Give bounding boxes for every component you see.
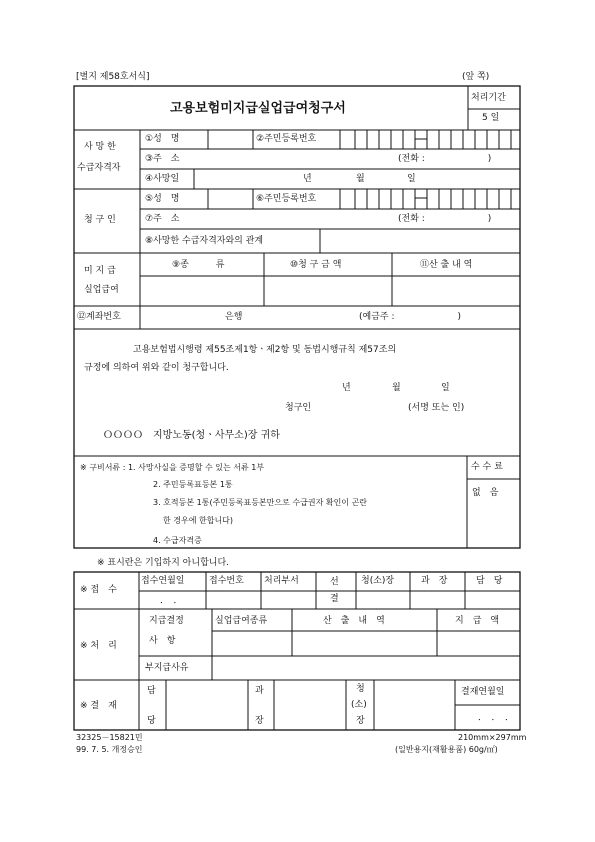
claimant-address-field[interactable] — [196, 210, 396, 228]
fee-label: 수 수 료 — [471, 462, 503, 472]
approve-date-dots: ． ． ． — [478, 713, 515, 723]
approval-label-2: 결 — [330, 594, 339, 604]
form-id: [별지 제58호서식] — [76, 72, 150, 82]
deceased-rrn-label: ②주민등록번호 — [256, 134, 317, 144]
processing-label: 처리기간 — [471, 93, 506, 103]
statement-sign: (서명 또는 인) — [408, 403, 465, 413]
page-side: (앞 쪽) — [462, 72, 490, 82]
relation-field[interactable] — [321, 230, 519, 252]
statement-claimant: 청구인 — [285, 403, 312, 413]
approve-gwa-1: 과 — [255, 686, 264, 696]
footer-code: 32325－15821민 — [76, 733, 143, 742]
receipt-no-label: 접수번호 — [209, 576, 244, 586]
documents-item-3: 3. 호적등본 1통(주민등록표등본만으로 수급권자 확인이 곤란 — [153, 498, 368, 507]
documents-item-4: 4. 수급자격증 — [153, 536, 202, 545]
death-month: 월 — [356, 174, 365, 184]
claimant-name-label: ⑤성 명 — [145, 194, 180, 204]
addressee: ＯＯＯＯ 지방노동(청ㆍ사무소)장 귀하 — [103, 430, 280, 441]
unpaid-section-label-2: 실업급여 — [84, 285, 119, 295]
col-claim-amount: ⑩청 구 금 액 — [290, 260, 342, 270]
form-title: 고용보험미지급실업급여청구서 — [170, 101, 346, 116]
refusal-label: 부지급사유 — [145, 663, 189, 673]
process-label: ※ 처 리 — [80, 641, 117, 651]
death-day: 일 — [407, 174, 416, 184]
account-bank: 은행 — [225, 312, 243, 322]
claimant-signature-field[interactable] — [325, 400, 405, 414]
statement-year: 년 — [342, 383, 351, 393]
claimant-rrn-field[interactable] — [341, 190, 519, 208]
processing-value: 5 일 — [482, 113, 500, 123]
statement-line-2: 규정에 의하여 위와 같이 청구합니다. — [84, 363, 229, 373]
deceased-phone: (전화 : ) — [398, 154, 492, 164]
benefit-type-label: 실업급여종류 — [215, 616, 268, 626]
receipt-label: ※ 접 수 — [80, 585, 117, 595]
documents-intro: ※ 구비서류 : 1. 사망사실을 증명할 수 있는 서류 1부 — [80, 463, 265, 472]
footer-approval: 99. 7. 5. 개정승인 — [76, 745, 143, 754]
deceased-address-label: ③주 소 — [145, 154, 180, 164]
account-label: ⑫계좌번호 — [77, 312, 121, 322]
approve-cheong-3: 장 — [356, 716, 365, 726]
approve-cheong-2: (소) — [351, 700, 367, 710]
calc-detail-label: 산 출 내 역 — [323, 616, 385, 626]
documents-item-3-cont: 한 경우에 한합니다) — [163, 516, 234, 525]
deceased-rrn-field[interactable] — [341, 131, 519, 148]
approve-label: ※ 결 재 — [80, 701, 117, 711]
col-benefit-type: ⑨종 류 — [172, 260, 225, 270]
approve-gwa-2: 장 — [255, 716, 264, 726]
account-holder: (예금주 : ) — [359, 312, 461, 322]
death-date-label: ④사망일 — [145, 174, 180, 184]
footer-paper: (일반용지(재활용품) 60g/㎡) — [395, 745, 498, 754]
receipt-date-dots: ． ． — [160, 596, 183, 606]
calc-detail-field[interactable] — [393, 277, 519, 305]
unpaid-section-label: 미 지 급 — [84, 266, 116, 276]
chief-label: 청(소)장 — [361, 576, 395, 586]
deceased-address-field[interactable] — [196, 150, 396, 168]
fee-value: 없 음 — [472, 488, 499, 498]
decision-label-1: 지급결정 — [149, 616, 184, 626]
officer-label: 담 당 — [476, 576, 503, 586]
decision-label-2: 사 항 — [149, 636, 176, 646]
dept-label: 처리부서 — [264, 576, 299, 586]
statement-day: 일 — [441, 383, 450, 393]
statement-line-1: 고용보험법시행령 제55조제1항ㆍ제2항 및 동법시행규칙 제57조의 — [133, 345, 397, 355]
col-calc-detail: ⑪산 출 내 역 — [420, 260, 473, 270]
documents-item-2: 2. 주민등록표등본 1통 — [153, 480, 233, 489]
footer-size: 210mm×297mm — [458, 733, 527, 742]
office-note: ※ 표시란은 기입하지 아니합니다. — [97, 558, 230, 568]
claim-amount-field[interactable] — [265, 277, 391, 305]
relation-label: ⑧사망한 수급자격자와의 관계 — [145, 236, 264, 246]
receipt-date-label: 접수연월일 — [141, 576, 185, 586]
pay-amount-label: 지 급 액 — [455, 616, 500, 626]
benefit-type-field[interactable] — [141, 277, 263, 305]
claimant-rrn-label: ⑥주민등록번호 — [256, 194, 317, 204]
approve-dam-1: 담 — [147, 686, 156, 696]
statement-month: 월 — [392, 383, 401, 393]
deceased-section-label-2: 수급자격자 — [77, 163, 121, 173]
claimant-phone: (전화 : ) — [398, 214, 492, 224]
approve-date-label: 결재연월일 — [461, 687, 505, 697]
claimant-address-label: ⑦주 소 — [145, 214, 180, 224]
deceased-section-label: 사 망 한 — [84, 142, 116, 152]
approval-label-1: 선 — [330, 577, 339, 587]
approve-dam-2: 당 — [147, 716, 156, 726]
death-year: 년 — [303, 174, 312, 184]
account-field[interactable] — [141, 307, 519, 328]
claimant-name-field[interactable] — [209, 190, 252, 208]
deceased-name-field[interactable] — [209, 131, 252, 148]
approve-cheong-1: 청 — [356, 684, 365, 694]
section-chief-label: 과 장 — [421, 576, 448, 586]
deceased-name-label: ①성 명 — [145, 134, 180, 144]
claimant-section-label: 청 구 인 — [84, 215, 116, 225]
